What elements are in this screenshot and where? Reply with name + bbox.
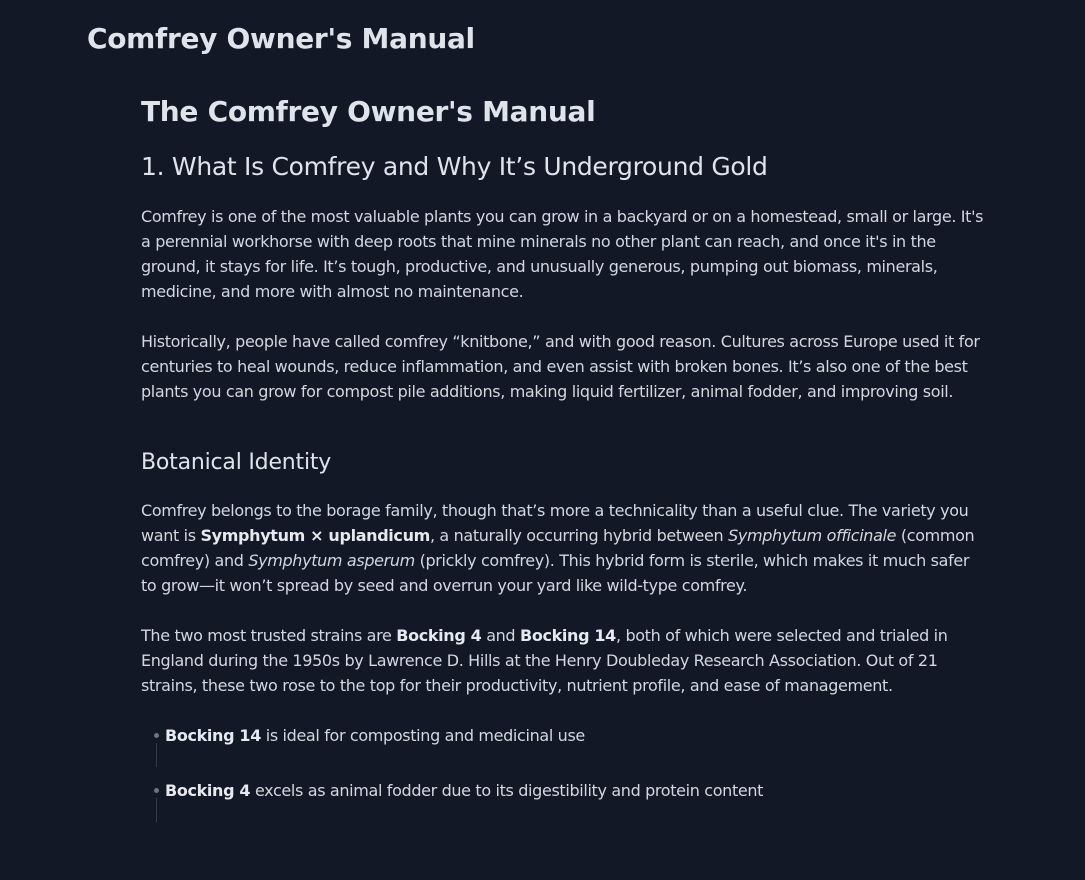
- paragraph-intro: Comfrey is one of the most valuable plants you can grow in a backyard or on a homestead, small or large. It's a perennial workhorse with deep roots that mine minerals no other plant can reach, and once it's in the ground, it stays for life. It’s tough, productive, and unusually generous, pumping out biomass, minerals, medicine, and more with almost no maintenance.: [141, 207, 984, 301]
- bullet-bold-label: Bocking 4: [165, 781, 251, 800]
- text-run: , a naturally occurring hybrid between: [429, 526, 729, 545]
- text-run: (prickly comfrey). This hybrid form is sterile, which makes it much safer to grow—it won’t spread by seed and overrun your yard like wild-type comfrey.: [141, 551, 970, 595]
- list-item: [141, 723, 986, 778]
- bullet-text: excels as animal fodder due to its digestibility and protein content: [250, 781, 764, 800]
- document-title: The Comfrey Owner's Manual: [141, 95, 596, 128]
- text-run: (common comfrey) and: [141, 526, 975, 570]
- bullet-bold-label: Bocking 14: [165, 726, 261, 745]
- paragraph-botanical-family: [141, 498, 986, 598]
- bullet-dot-icon: [154, 788, 159, 793]
- strain-bullet-list: [141, 723, 986, 833]
- bullet-dot-icon: [154, 733, 159, 738]
- paragraph-bocking-strains: [141, 623, 986, 698]
- section-heading-what-is-comfrey: 1. What Is Comfrey and Why It’s Underground Gold: [141, 152, 768, 181]
- page-title: Comfrey Owner's Manual: [87, 22, 475, 55]
- bold-bocking-4: Bocking 4: [396, 626, 482, 645]
- paragraph-history: Historically, people have called comfrey “knitbone,” and with good reason. Cultures across Europe used it for centuries to heal wounds, reduce inflammation, and even assist with broken bones. It’s also one of the best plants you can grow for compost pile additions, making liquid fertilizer, animal fodder, and improving soil.: [141, 332, 980, 401]
- text-run: Comfrey belongs to the borage family, though that’s more a technicality than a useful clue. The variety you want is: [141, 501, 969, 545]
- list-item: [141, 778, 986, 833]
- bullet-text: is ideal for composting and medicinal use: [260, 726, 585, 745]
- italic-species-asperum: Symphytum asperum: [248, 551, 415, 570]
- text-run: and: [481, 626, 520, 645]
- bold-hybrid-name: Symphytum × uplandicum: [200, 526, 430, 545]
- section-heading-botanical-identity: Botanical Identity: [141, 450, 332, 475]
- list-rail: [156, 798, 157, 822]
- list-rail: [156, 743, 157, 767]
- text-run: The two most trusted strains are: [141, 626, 397, 645]
- document-body: [141, 92, 986, 833]
- bold-bocking-14: Bocking 14: [519, 626, 616, 645]
- text-run: , both of which were selected and trialed in England during the 1950s by Lawrence D. Hills at the Henry Doubleday Research Association. Out of 21 strains, these two rose to the top for their productivity, nutrient profile, and ease of management.: [141, 626, 948, 695]
- italic-species-officinale: Symphytum officinale: [728, 526, 897, 545]
